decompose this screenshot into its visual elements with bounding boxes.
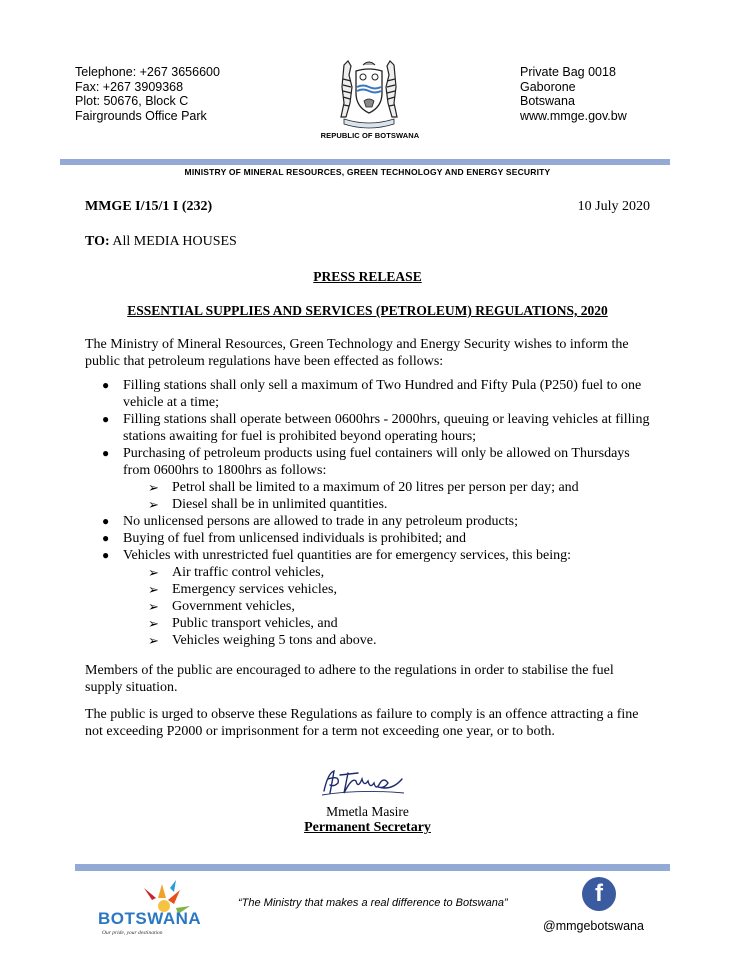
regulation-list xyxy=(85,377,655,649)
bullet-icon: ● xyxy=(102,412,110,426)
arrow-bullet-icon: ➢ xyxy=(148,565,159,580)
regulation-title: ESSENTIAL SUPPLIES AND SERVICES (PETROLEUM) REGULATIONS, 2020 xyxy=(127,303,608,318)
list-item: ● Vehicles with unrestricted fuel quantities are for emergency services, this being: ➢ Air traffic control vehicles, ➢ Emergency services vehicles, ➢ Government vehicles, ➢ Public transport vehicles, and ➢ Vehicles weighing 5 tons and above. xyxy=(85,547,655,649)
list-item: ➢ Government vehicles, xyxy=(148,599,295,614)
header-divider xyxy=(60,159,670,165)
arrow-bullet-icon: ➢ xyxy=(148,633,159,648)
website-link[interactable]: www.mmge.gov.bw xyxy=(520,108,627,123)
intro-paragraph: The Ministry of Mineral Resources, Green Technology and Energy Security wishes to inform the public that petroleum regulations have been effected as follows: xyxy=(85,337,629,369)
recipient-label: TO: xyxy=(85,234,110,249)
bullet-icon: ● xyxy=(102,548,110,562)
facebook-icon[interactable]: f xyxy=(582,877,616,911)
signatory-title: Permanent Secretary xyxy=(304,820,431,835)
plot: Plot: 50676, Block C xyxy=(75,94,189,108)
release-date: 10 July 2020 xyxy=(577,199,650,214)
telephone: Telephone: +267 3656600 xyxy=(75,65,220,79)
contact-details xyxy=(75,65,220,123)
signature-image xyxy=(318,765,410,799)
list-item: ● Filling stations shall only sell a maximum of Two Hundred and Fifty Pula (P250) fuel to one vehicle at a time; xyxy=(102,378,642,410)
country: Botswana xyxy=(520,94,575,108)
bullet-icon: ● xyxy=(102,514,110,528)
office-park: Fairgrounds Office Park xyxy=(75,108,207,123)
logo-tagline: Our pride, your destination xyxy=(102,930,163,936)
list-item: ➢ Vehicles weighing 5 tons and above. xyxy=(148,633,377,648)
social-handle[interactable]: @mmgebotswana xyxy=(543,919,644,933)
list-item: ➢ Petrol shall be limited to a maximum of 20 litres per person per day; and xyxy=(148,480,579,495)
bullet-icon: ● xyxy=(102,531,110,545)
postal-details xyxy=(520,65,627,123)
arrow-bullet-icon: ➢ xyxy=(148,582,159,597)
adherence-paragraph: Members of the public are encouraged to adhere to the regulations in order to stabilise the fuel supply situation. xyxy=(85,663,614,695)
recipient-value: All MEDIA HOUSES xyxy=(109,234,237,249)
fax: Fax: +267 3909368 xyxy=(75,79,184,94)
bullet-icon: ● xyxy=(102,378,110,392)
ministry-slogan: “The Ministry that makes a real difference to Botswana” xyxy=(238,897,508,909)
ministry-name: MINISTRY OF MINERAL RESOURCES, GREEN TECHNOLOGY AND ENERGY SECURITY xyxy=(184,167,551,177)
botswana-logo-icon xyxy=(96,880,216,938)
bullet-icon: ● xyxy=(102,446,110,460)
crest-label: REPUBLIC OF BOTSWANA xyxy=(320,131,420,140)
logo-wordmark: BOTSWANA xyxy=(98,909,202,928)
arrow-bullet-icon: ➢ xyxy=(148,616,159,631)
list-item: ● Filling stations shall operate between 0600hrs - 2000hrs, queuing or leaving vehicles at filling stations awaiting for fuel is prohibited beyond operating hours; xyxy=(102,412,650,444)
list-item: ➢ Public transport vehicles, and xyxy=(148,616,338,631)
arrow-bullet-icon: ➢ xyxy=(148,480,159,495)
document-heading: PRESS RELEASE xyxy=(313,269,422,284)
list-item: ● Buying of fuel from unlicensed individuals is prohibited; and xyxy=(102,531,466,546)
penalty-paragraph: The public is urged to observe these Regulations as failure to comply is an offence attracting a fine not exceeding P2000 or imprisonment for a term not exceeding one year, or to both. xyxy=(85,707,639,739)
footer-divider xyxy=(75,864,670,871)
reference-number: MMGE I/15/1 I (232) xyxy=(85,199,213,214)
list-item: ➢ Diesel shall be in unlimited quantities. xyxy=(148,497,388,512)
list-item: ● No unlicensed persons are allowed to trade in any petroleum products; xyxy=(102,514,518,529)
recipient-line xyxy=(85,234,237,250)
list-item: ➢ Emergency services vehicles, xyxy=(148,582,337,597)
arrow-bullet-icon: ➢ xyxy=(148,497,159,512)
signatory-name: Mmetla Masire xyxy=(326,804,409,819)
list-item: ➢ Air traffic control vehicles, xyxy=(148,565,325,580)
list-item: ● Purchasing of petroleum products using fuel containers will only be allowed on Thursdays from 0600hrs to 1800hrs as follows: ➢ Petrol shall be limited to a maximum of 20 litres per person per day; and ➢ Diesel shall be in unlimited quantities. xyxy=(85,445,655,513)
arrow-bullet-icon: ➢ xyxy=(148,599,159,614)
container-rules-list xyxy=(123,479,655,513)
private-bag: Private Bag 0018 xyxy=(520,65,616,79)
unrestricted-vehicles-list xyxy=(123,564,655,649)
city: Gaborone xyxy=(520,79,576,94)
coat-of-arms-icon xyxy=(330,57,408,131)
